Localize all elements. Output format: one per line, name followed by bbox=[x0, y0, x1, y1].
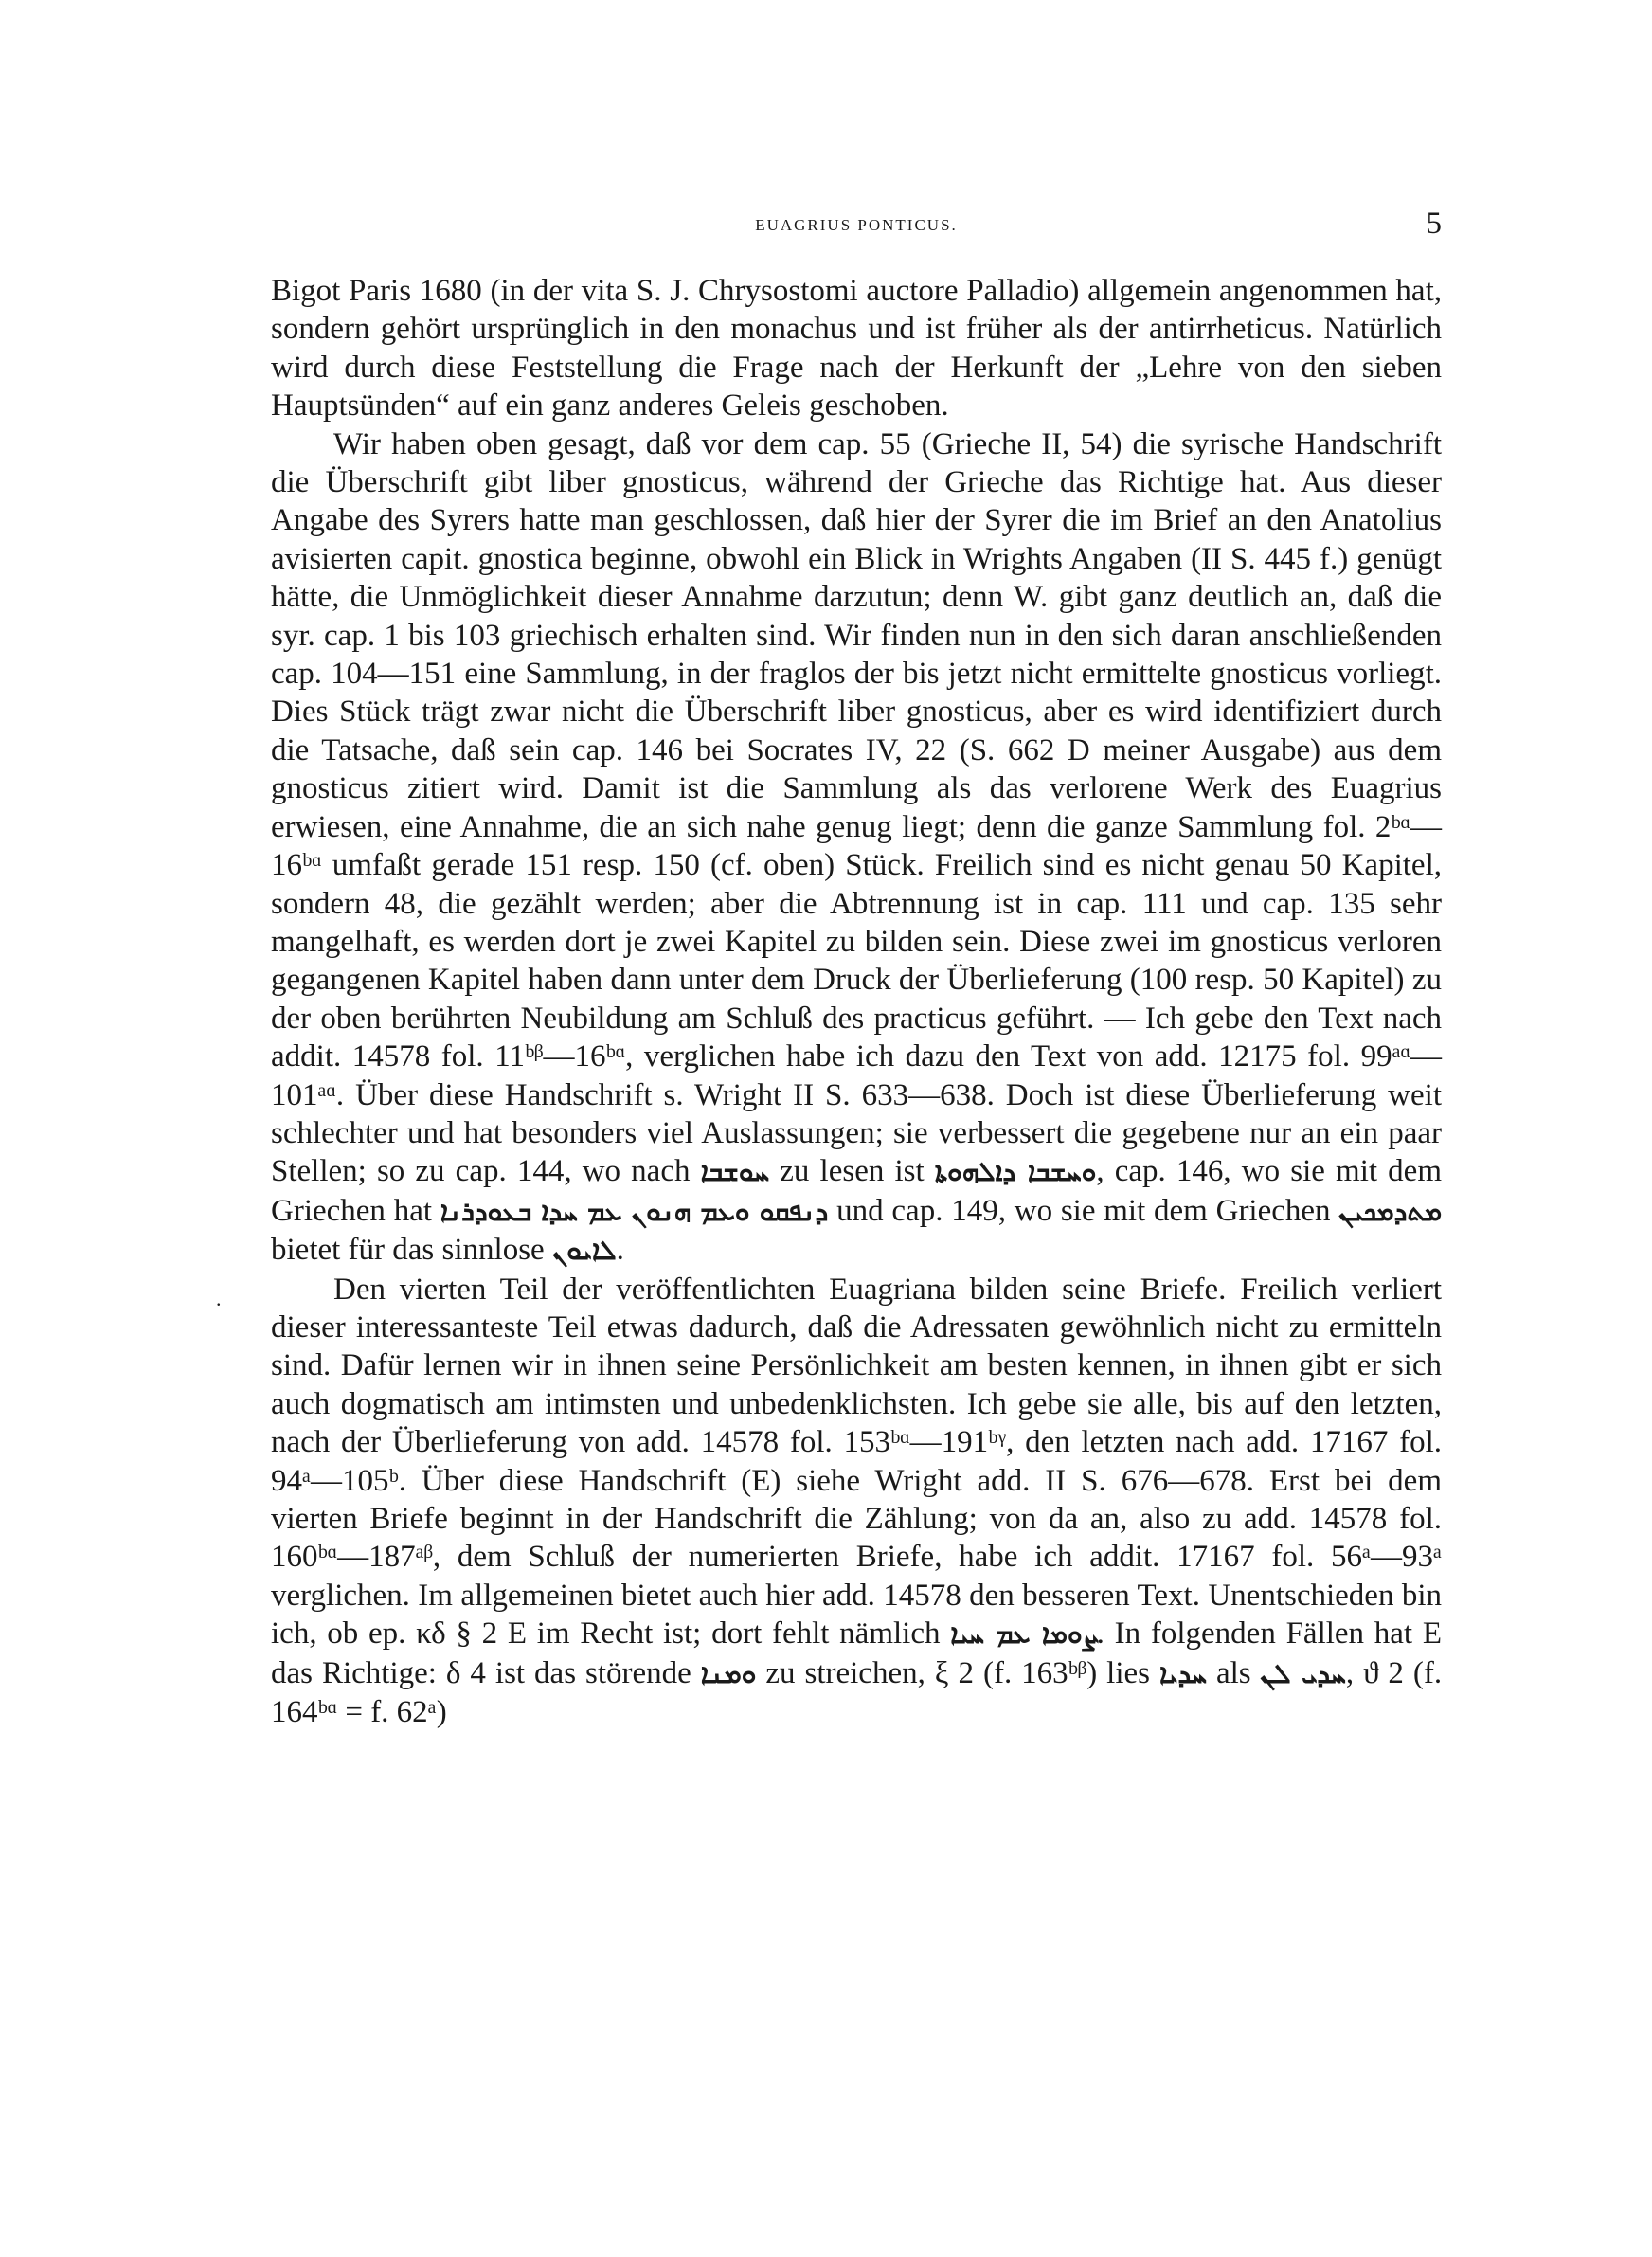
page-number: 5 bbox=[1426, 207, 1442, 241]
syriac-word: ܚܕܝ ܠܢ bbox=[1260, 1657, 1346, 1689]
text-body bbox=[271, 272, 1442, 1731]
margin-mark: . bbox=[216, 1287, 222, 1310]
syriac-word: ܘܡܢܐ bbox=[700, 1657, 757, 1689]
paragraph-2-text-2: zu lesen ist bbox=[780, 1154, 925, 1189]
syriac-word: ܕܢܦܩܘ ܘܥܡ ܗܢܘܢ ܥܡ ܚܕܐ ܒܥܘܕܪܢܐ bbox=[440, 1195, 829, 1227]
paragraph-2-text-4: und cap. 149, wo sie mit dem Griechen bbox=[836, 1193, 1331, 1228]
syriac-word: ܚܘܫܒܐ bbox=[700, 1156, 770, 1188]
paragraph-2 bbox=[271, 425, 1442, 1271]
paragraph-2-text-5: bietet für das sinnlose bbox=[271, 1233, 545, 1268]
paragraph-2-text-6: . bbox=[616, 1233, 624, 1268]
syriac-word: ܡܬܕܡܟܝܢ bbox=[1338, 1195, 1443, 1227]
paragraph-3-text-1: Den vierten Teil der veröffentlichten Euagriana bilden seine Briefe. Freilich verliert dieser interessanteste Teil etwas dadurch, daß die Adressaten gewöhnlich nicht zu ermitteln sind. Dafür lernen wir in ihnen seine Persönlichkeit am besten kennen, in ihnen gibt er sich auch dogmatisch am intimsten und unbedenklichsten. Ich gebe sie alle, bis auf den letzten, nach der Überlieferung von add. 14578 fol. 153ᵇᵅ—191ᵇᵞ, den letzten nach add. 17167 fol. 94ᵃ—105ᵇ. Über diese Handschrift (E) siehe Wright add. II S. 676—678. Erst bei dem vierten Briefe beginnt in der Handschrift die Zählung; von da an, also zu add. 14578 fol. 160ᵇᵅ—187ᵃᵝ, dem Schluß der numerierten Briefe, habe ich addit. 17167 fol. 56ᵃ—93ᵃ verglichen. Im allgemeinen bietet auch hier add. 14578 den besseren Text. Unentschieden bin ich, ob ep. κδ § 2 E im Recht ist; dort fehlt nämlich bbox=[271, 1272, 1442, 1652]
syriac-word: ܘܚܫܒܐ ܕܐܠܗܘܬܐ bbox=[934, 1156, 1097, 1188]
paragraph-3 bbox=[271, 1271, 1442, 1732]
syriac-word: ܚܕܝܐ bbox=[1158, 1657, 1207, 1689]
running-head bbox=[271, 207, 1442, 248]
syriac-word: ܨܘܡܐ ܥܡ ܚܝܐ bbox=[950, 1618, 1097, 1651]
paragraph-3-text-2: . In folgenden Fällen hat E das Richtige: δ 4 ist das störende bbox=[271, 1616, 1442, 1690]
running-title: EUAGRIUS PONTICUS. bbox=[755, 216, 958, 234]
paragraph-3-text-5: , ϑ 2 (f. 164ᵇᵅ = f. 62ᵃ) bbox=[271, 1655, 1443, 1730]
paragraph-1: Bigot Paris 1680 (in der vita S. J. Chrysostomi auctore Palladio) allgemein angenommen hat, sondern gehört ursprünglich in den monachus und ist früher als der antirrheticus. Natürlich wird durch diese Feststellung die Frage nach der Herkunft der „Lehre von den sieben Hauptsünden“ auf ein ganz anderes Geleis geschoben. bbox=[271, 274, 1442, 424]
paragraph-3-text-4: als bbox=[1215, 1655, 1251, 1690]
syriac-word: ܠܐܝܘܢ bbox=[551, 1235, 617, 1267]
paragraph-3-text-3: zu streichen, ξ 2 (f. 163ᵇᵝ) lies bbox=[765, 1655, 1150, 1690]
paragraph-2-text-1: Wir haben oben gesagt, daß vor dem cap. 55 (Grieche II, 54) die syrische Handschrift die Überschrift gibt liber gnosticus, während der Grieche das Richtige hat. Aus dieser Angabe des Syrers hatte man geschlossen, daß hier der Syrer die im Brief an den Anatolius avisierten capit. gnostica beginne, obwohl ein Blick in Wrights Angaben (II S. 445 f.) genügt hätte, die Unmöglichkeit dieser Annahme darzutun; denn W. gibt ganz deutlich an, daß die syr. cap. 1 bis 103 griechisch erhalten sind. Wir finden nun in den sich daran anschließenden cap. 104—151 eine Sammlung, in der fraglos der bis jetzt nicht ermittelte gnosticus vorliegt. Dies Stück trägt zwar nicht die Überschrift liber gnosticus, aber es wird identifiziert durch die Tatsache, daß sein cap. 146 bei Socrates IV, 22 (S. 662 D meiner Ausgabe) aus dem gnosticus zitiert wird. Damit ist die Sammlung als das verlorene Werk des Euagrius erwiesen, eine Annahme, die an sich nahe genug liegt; denn die ganze Sammlung fol. 2ᵇᵅ—16ᵇᵅ umfaßt gerade 151 resp. 150 (cf. oben) Stück. Freilich sind es nicht genau 50 Kapitel, sondern 48, die gezählt werden; aber die Abtrennung ist in cap. 111 und cap. 135 sehr mangelhaft, es werden dort je zwei Kapitel zu bilden sein. Diese zwei im gnosticus verloren gegangenen Kapitel haben dann unter dem Druck der Überlieferung (100 resp. 50 Kapitel) zu der oben berührten Neubildung am Schluß des practicus geführt. — Ich gebe den Text nach addit. 14578 fol. 11ᵇᵝ—16ᵇᵅ, verglichen habe ich dazu den Text von add. 12175 fol. 99ᵃᵅ—101ᵃᵅ. Über diese Handschrift s. Wright II S. 633—638. Doch ist diese Überlieferung weit schlechter und hat besonders viel Auslassungen; sie verbessert die gegebene nur an ein paar Stellen; so zu cap. 144, wo nach bbox=[271, 426, 1442, 1189]
paragraph-2-text-3: , cap. 146, wo sie mit dem Griechen hat bbox=[271, 1154, 1442, 1228]
